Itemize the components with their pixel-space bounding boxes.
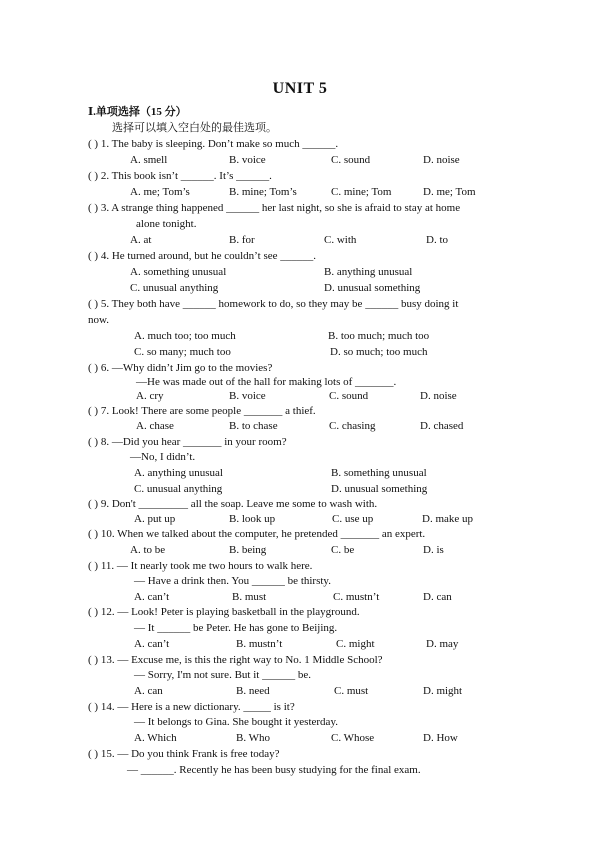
q14-option-a: A. Which <box>134 732 177 744</box>
question-5-stem-cont: now. <box>88 314 109 326</box>
question-9-stem: ( ) 9. Don't _________ all the soap. Leave me some to wash with. <box>88 498 378 510</box>
q13-option-a: A. can <box>134 685 163 697</box>
q14-option-b: B. Who <box>236 732 271 744</box>
q10-option-a: A. to be <box>130 544 166 556</box>
question-6-stem: ( ) 6. —Why didn’t Jim go to the movies? <box>88 362 273 374</box>
q1-option-a: A. smell <box>130 154 168 166</box>
question-13-stem: ( ) 13. — Excuse me, is this the right way to No. 1 Middle School? <box>88 654 383 666</box>
question-3-stem: ( ) 3. A strange thing happened ______ her last night, so she is afraid to stay at home <box>88 202 461 214</box>
q9-option-a: A. put up <box>134 513 176 525</box>
question-5-stem: ( ) 5. They both have ______ homework to do, so they may be ______ busy doing it <box>88 298 459 310</box>
q6-option-b: B. voice <box>229 390 266 402</box>
question-11-stem-cont: — Have a drink then. You ______ be thirsty. <box>134 575 331 587</box>
question-1-stem: ( ) 1. The baby is sleeping. Don’t make so much ______. <box>88 138 339 150</box>
question-2-stem: ( ) 2. This book isn’t ______. It’s ______. <box>88 170 272 182</box>
question-10-stem: ( ) 10. When we talked about the computer, he pretended _______ an expert. <box>88 528 426 540</box>
question-7-stem: ( ) 7. Look! There are some people _______ a thief. <box>88 405 316 417</box>
q1-option-d: D. noise <box>423 154 460 166</box>
question-12-stem-cont: — It ______ be Peter. He has gone to Beijing. <box>134 622 338 634</box>
q3-option-b: B. for <box>229 234 255 246</box>
q2-option-c: C. mine; Tom <box>331 186 392 198</box>
q8-option-d: D. unusual something <box>331 483 428 495</box>
q6-option-d: D. noise <box>420 390 457 402</box>
question-14-stem: ( ) 14. — Here is a new dictionary. _____ is it? <box>88 701 295 713</box>
question-15-stem: ( ) 15. — Do you think Frank is free today? <box>88 748 280 760</box>
question-8-stem: ( ) 8. —Did you hear _______ in your room? <box>88 436 287 448</box>
question-12-stem: ( ) 12. — Look! Peter is playing basketball in the playground. <box>88 606 360 618</box>
q9-option-d: D. make up <box>422 513 474 525</box>
q1-option-c: C. sound <box>331 154 371 166</box>
q5-option-a: A. much too; too much <box>134 330 236 342</box>
q2-option-b: B. mine; Tom’s <box>229 186 297 198</box>
q12-option-a: A. can’t <box>134 638 170 650</box>
q4-option-b: B. anything unusual <box>324 266 413 278</box>
question-3-stem-cont: alone tonight. <box>136 218 197 230</box>
question-11-stem: ( ) 11. — It nearly took me two hours to walk here. <box>88 560 313 572</box>
q7-option-c: C. chasing <box>329 420 376 432</box>
q7-option-b: B. to chase <box>229 420 278 432</box>
q8-option-b: B. something unusual <box>331 467 427 479</box>
q11-option-d: D. can <box>423 591 452 603</box>
question-8-stem-cont: —No, I didn’t. <box>130 451 196 463</box>
question-15-stem-cont: — ______. Recently he has been busy studying for the final exam. <box>127 764 421 776</box>
question-14-stem-cont: — It belongs to Gina. She bought it yesterday. <box>134 716 338 728</box>
section-instruction: 选择可以填入空白处的最佳选项。 <box>112 122 277 134</box>
q11-option-a: A. can’t <box>134 591 170 603</box>
q9-option-c: C. use up <box>332 513 374 525</box>
q5-option-d: D. so much; too much <box>330 346 428 358</box>
q4-option-c: C. unusual anything <box>130 282 219 294</box>
q10-option-b: B. being <box>229 544 267 556</box>
q6-option-c: C. sound <box>329 390 369 402</box>
q5-option-b: B. too much; much too <box>328 330 430 342</box>
q8-option-c: C. unusual anything <box>134 483 223 495</box>
q13-option-c: C. must <box>334 685 369 697</box>
q10-option-c: C. be <box>331 544 355 556</box>
q9-option-b: B. look up <box>229 513 276 525</box>
q13-option-d: D. might <box>423 685 463 697</box>
q11-option-b: B. must <box>232 591 267 603</box>
q12-option-d: D. may <box>426 638 459 650</box>
q1-option-b: B. voice <box>229 154 266 166</box>
q3-option-c: C. with <box>324 234 357 246</box>
q5-option-c: C. so many; much too <box>134 346 231 358</box>
q14-option-c: C. Whose <box>331 732 375 744</box>
q4-option-d: D. unusual something <box>324 282 421 294</box>
q7-option-a: A. chase <box>136 420 174 432</box>
q11-option-c: C. mustn’t <box>333 591 380 603</box>
q13-option-b: B. need <box>236 685 270 697</box>
q2-option-a: A. me; Tom’s <box>130 186 190 198</box>
q7-option-d: D. chased <box>420 420 464 432</box>
page-title: UNIT 5 <box>272 80 328 97</box>
question-4-stem: ( ) 4. He turned around, but he couldn’t see ______. <box>88 250 316 262</box>
q8-option-a: A. anything unusual <box>134 467 223 479</box>
q4-option-a: A. something unusual <box>130 266 227 278</box>
q6-option-a: A. cry <box>136 390 164 402</box>
q3-option-a: A. at <box>130 234 152 246</box>
section-heading: Ⅰ.单项选择（15 分） <box>88 106 187 118</box>
question-13-stem-cont: — Sorry, I'm not sure. But it ______ be. <box>134 669 311 681</box>
q3-option-d: D. to <box>426 234 448 246</box>
q12-option-c: C. might <box>336 638 375 650</box>
q12-option-b: B. mustn’t <box>236 638 283 650</box>
q14-option-d: D. How <box>423 732 458 744</box>
q10-option-d: D. is <box>423 544 444 556</box>
q2-option-d: D. me; Tom <box>423 186 476 198</box>
question-6-stem-cont: —He was made out of the hall for making lots of _______. <box>136 376 397 388</box>
